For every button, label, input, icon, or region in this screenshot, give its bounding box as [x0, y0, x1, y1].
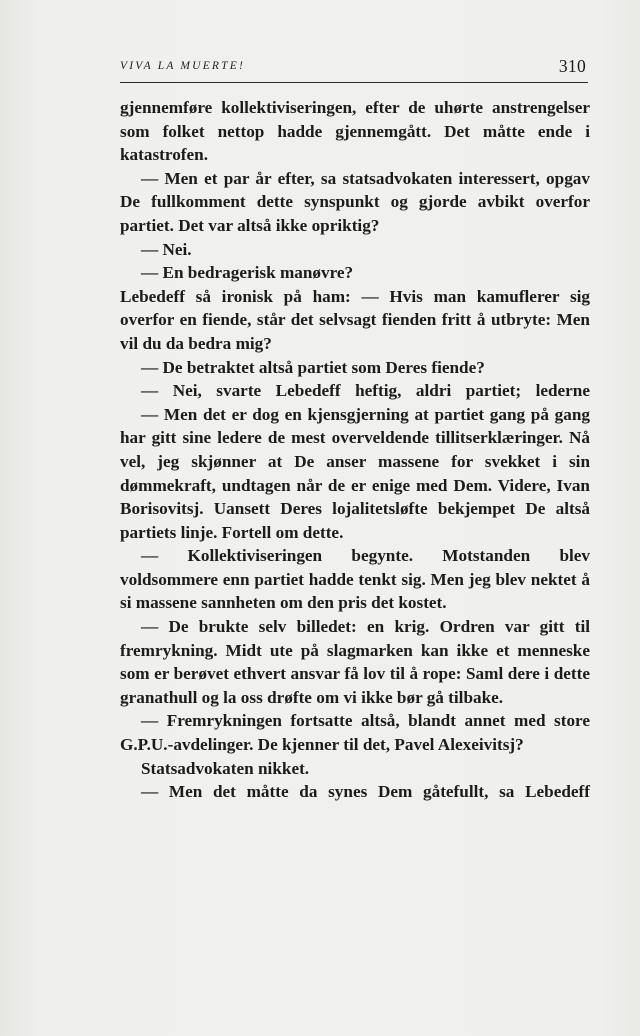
paragraph: — En bedragerisk manøvre?: [141, 263, 354, 283]
paragraph: — Men et par år efter, sa statsadvokaten interessert, opgav De fullkomment dette synspunkt og gjorde avbikt overfor partiet. Det var altså ikke opriktig?: [120, 168, 590, 235]
paragraph: Statsadvokaten nikket.: [141, 758, 310, 778]
paragraph: Lebedeff så ironisk på ham: — Hvis man kamuflerer sig overfor en fiende, står det selvsagt fienden fritt å utbryte: Men vil du da bedra mig?: [120, 286, 590, 353]
page-number: 310: [558, 56, 586, 76]
running-title: VIVA LA MUERTE!: [120, 60, 245, 72]
running-header: [120, 56, 588, 83]
body-text: [120, 96, 590, 804]
paragraph: — Nei.: [141, 239, 192, 259]
paragraph: gjennemføre kollektiviseringen, efter de uhørte anstrengelser som folket nettop hadde gjennemgått. Det måtte ende i katastrofen.: [120, 98, 590, 165]
paragraph: — De betraktet altså partiet som Deres fiende?: [141, 357, 485, 377]
paragraph: — Men det er dog en kjensgjerning at partiet gang på gang har gitt sine ledere de mest overveldende tillitserklæringer. Nå vel, jeg skjønner at De anser massene for svekket i sin dømmekraft, undtagen når de er enige med Dem. Videre, Ivan Borisovitsj. Uansett Deres lojalitetsløfte bekjempet De altså partiets linje. Fortell om dette.: [120, 404, 590, 542]
paragraph: — Men det måtte da synes Dem gåtefullt, sa Lebedeff: [141, 782, 590, 802]
paragraph: — Nei, svarte Lebedeff heftig, aldri partiet; lederne: [141, 381, 590, 401]
paragraph: — De brukte selv billedet: en krig. Ordren var gitt til fremrykning. Midt ute på slagmarken kan ikke et menneske som er berøvet ethvert ansvar få lov til å rope: Saml dere i dette granathull og la oss drøfte om vi ikke bør gå tilbake.: [120, 617, 590, 707]
paragraph: — Kollektiviseringen begynte. Motstanden blev voldsommere enn partiet hadde tenkt sig. Men jeg blev nektet å si massene sannheten om den pris det kostet.: [120, 546, 590, 613]
paragraph: — Fremrykningen fortsatte altså, blandt annet med store G.P.U.-avdelinger. De kjenner til det, Pavel Alexeivitsj?: [120, 711, 590, 755]
